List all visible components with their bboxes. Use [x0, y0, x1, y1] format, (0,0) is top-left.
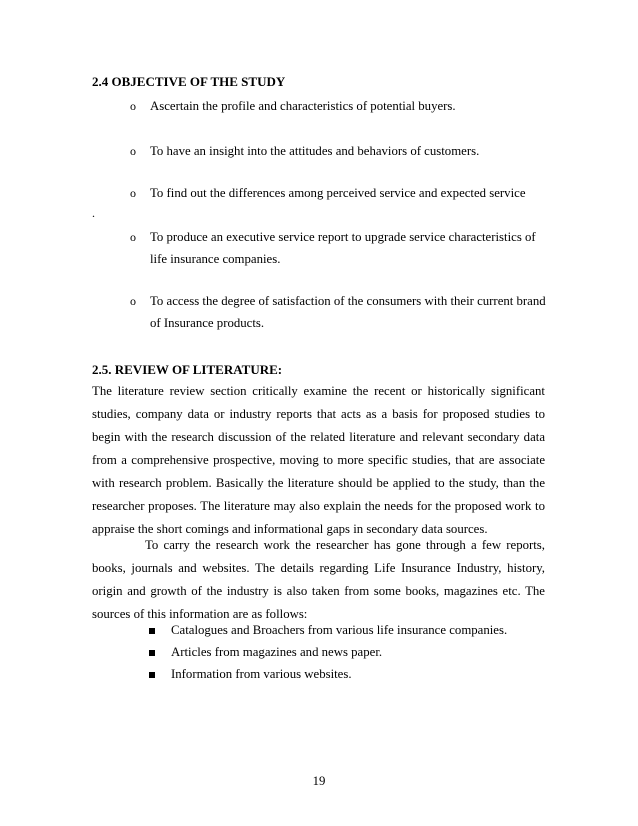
objective-text: To access the degree of satisfaction of the consumers with their current brand: [150, 294, 546, 308]
objective-text-continued: of Insurance products.: [150, 316, 265, 330]
objective-heading: 2.4 OBJECTIVE OF THE STUDY: [92, 74, 286, 89]
review-heading-number: 2.5: [92, 362, 109, 377]
source-text: Articles from magazines and news paper.: [171, 645, 383, 659]
review-paragraph-1: The literature review section critically examine the recent or historically significant studies, company data or industry reports that acts as a basis for proposed studies to begin with the research discussion of the related literature and relevant secondary data from a comprehensive prospective, moving to more specific studies, that are associate with research problem. Basically the literature should be applied to the study, than the researcher proposes. The literature may also explain the needs for the proposed work to appraise the short comings and informational gaps in secondary data sources.: [92, 384, 545, 536]
bullet-marker: o: [130, 99, 136, 113]
objective-text: To produce an executive service report to upgrade service characteristics of: [150, 230, 536, 244]
review-paragraph-2: To carry the research work the researcher has gone through a few reports, books, journals and websites. The details regarding Life Insurance Industry, history, origin and growth of the industry is also taken from some books, magazines etc. The sources of this information are as follows:: [92, 538, 545, 621]
objective-text: To find out the differences among perceived service and expected service: [150, 186, 526, 200]
objective-text-continued: life insurance companies.: [150, 252, 281, 266]
square-bullet-icon: [149, 650, 155, 656]
bullet-marker: o: [130, 186, 136, 200]
page-number: 19: [312, 774, 326, 788]
bullet-marker: o: [130, 144, 136, 158]
stray-dot: .: [92, 206, 95, 220]
source-text: Information from various websites.: [171, 667, 352, 681]
square-bullet-icon: [149, 672, 155, 678]
bullet-marker: o: [130, 230, 136, 244]
square-bullet-icon: [149, 628, 155, 634]
review-heading: [92, 362, 282, 378]
bullet-marker: o: [130, 294, 136, 308]
source-text: Catalogues and Broachers from various life insurance companies.: [171, 623, 508, 637]
objective-text: To have an insight into the attitudes and behaviors of customers.: [150, 144, 480, 158]
objective-text: Ascertain the profile and characteristics of potential buyers.: [150, 99, 456, 113]
review-heading-title: . REVIEW OF LITERATURE:: [108, 362, 283, 377]
